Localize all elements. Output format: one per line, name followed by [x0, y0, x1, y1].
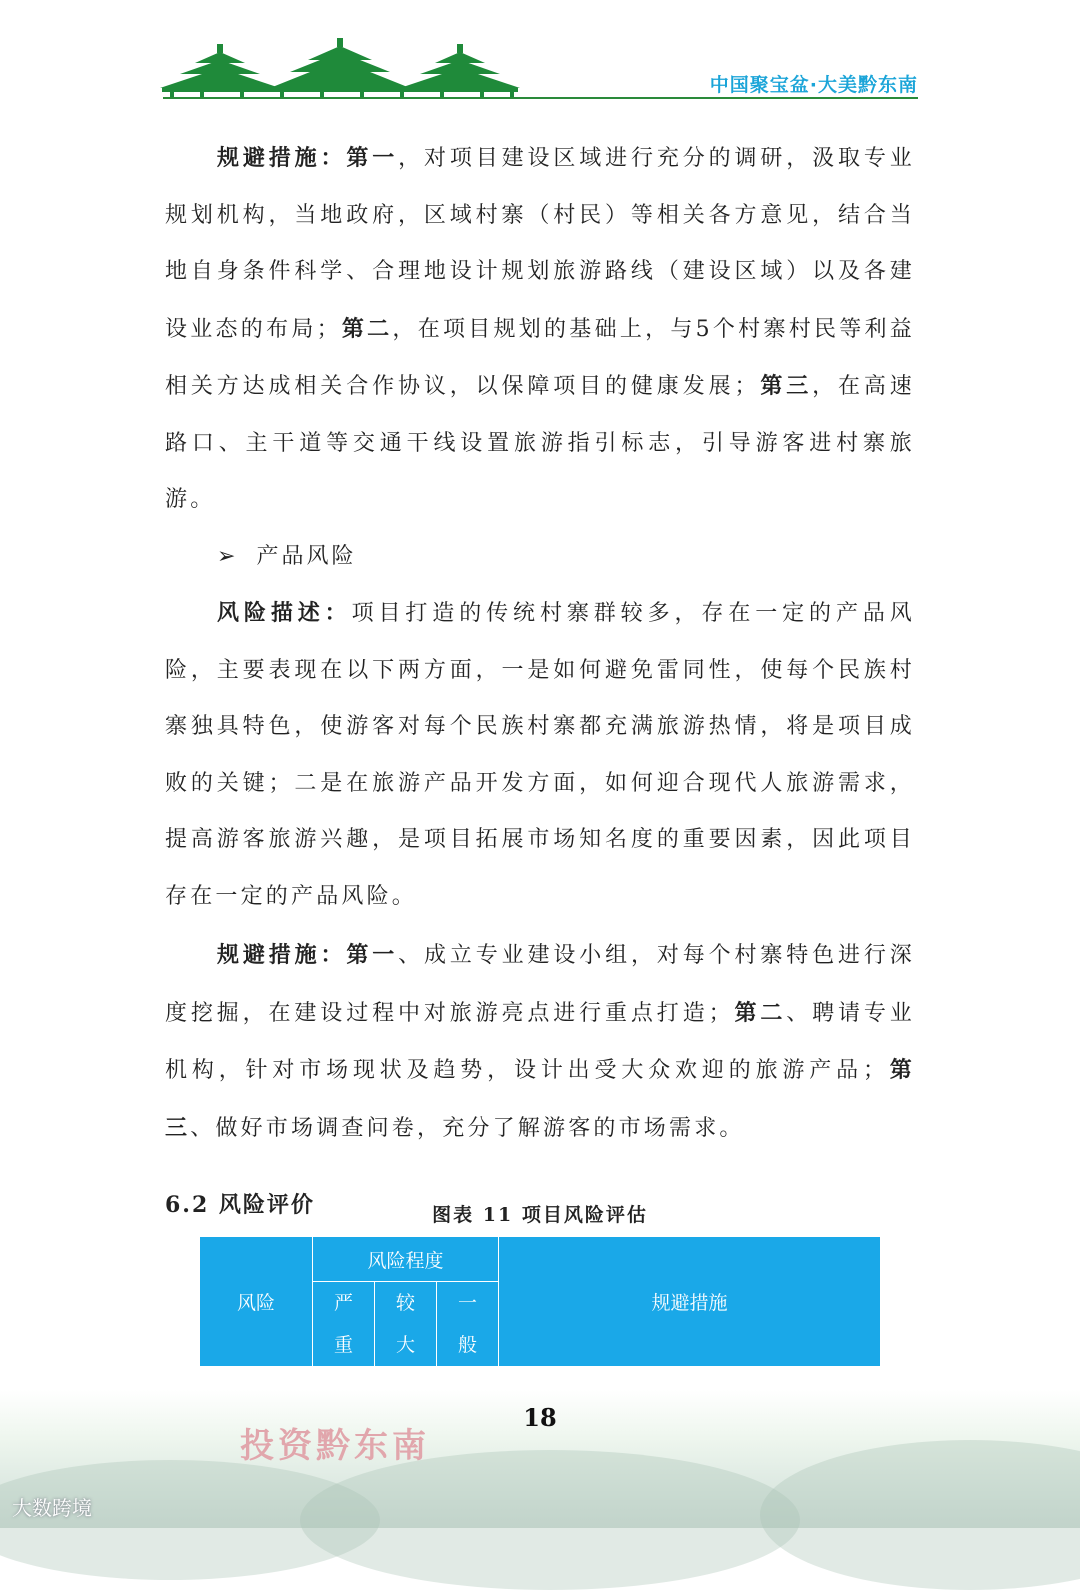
- header-risk: 风险: [200, 1237, 313, 1367]
- second-label: 第二: [733, 999, 787, 1026]
- first-label: 第一: [346, 145, 399, 171]
- third-text: ，在高速路口、主干道等交通干线设置旅游指引标志，引导游客进村寨旅游。: [165, 374, 915, 512]
- first-label: 第一: [346, 942, 399, 968]
- third-label: 第三: [759, 373, 813, 399]
- lead-label: 规避措施：: [217, 145, 347, 171]
- brand-slogan: 中国聚宝盆·大美黔东南: [709, 74, 918, 96]
- arrow-bullet-icon: ➢: [217, 543, 239, 569]
- first-text: ，对项目建设区域进行充分的调研，汲取专业规划机构，当地政府，区域村寨（村民）等相关各方意见，结合当地自身条件科学、合理地设计规划旅游路线（建设区域）以及各建设业态的布局；: [165, 146, 915, 342]
- figure-caption: 图表 11 项目风险评估: [432, 1204, 648, 1226]
- description-text: 项目打造的传统村寨群较多，存在一定的产品风险，主要表现在以下两方面，一是如何避免雷同性，使每个民族村寨独具特色，使游客对每个民族村寨都充满旅游热情，将是项目成败的关键；二是在旅游产品开发方面，如何迎合现代人旅游需求，提高游客旅游兴趣，是项目拓展市场知名度的重要因素，因此项目存在一定的产品风险。: [165, 601, 915, 909]
- section-heading: 6.2 风险评价: [165, 1192, 315, 1218]
- paragraph-risk-description: [165, 585, 915, 925]
- lead-label: 风险描述：: [217, 600, 352, 626]
- header-risk-degree: 风险程度: [313, 1237, 499, 1282]
- second-text: ，在项目规划的基础上，与5个村寨村民等利益相关方达成相关合作协议，以保障项目的健康发展；: [165, 316, 915, 399]
- header-divider: [163, 97, 918, 99]
- pavilion-roof-decoration: [160, 38, 520, 100]
- lead-label: 规避措施：: [217, 942, 347, 968]
- watermark-text: 大数跨境: [12, 1496, 92, 1520]
- paragraph-avoidance-1: [165, 130, 915, 529]
- first-text: 、成立专业建设小组，对每个村寨特色进行深度挖掘，在建设过程中对旅游亮点进行重点打造；: [165, 943, 915, 1026]
- page-number: 18: [523, 1403, 557, 1432]
- bullet-text: 产品风险: [256, 543, 357, 569]
- degree-large: 较 大: [375, 1282, 437, 1367]
- degree-severe: 严 重: [313, 1282, 375, 1367]
- risk-assessment-table: [199, 1236, 881, 1367]
- third-label: 第三: [165, 1057, 916, 1141]
- paragraph-avoidance-2: [165, 927, 915, 1157]
- investment-logo: 投资黔东南: [240, 1426, 430, 1466]
- header-avoidance-measures: 规避措施: [499, 1237, 881, 1367]
- second-text: 、聘请专业机构，针对市场现状及趋势，设计出受大众欢迎的旅游产品；: [165, 1000, 915, 1083]
- bullet-product-risk: [165, 529, 915, 586]
- degree-general: 一 般: [437, 1282, 499, 1367]
- third-text: 、做好市场调查问卷，充分了解游客的市场需求。: [190, 1115, 745, 1141]
- page-header: [0, 0, 1080, 110]
- page-body: [165, 130, 915, 1233]
- second-label: 第二: [341, 315, 393, 342]
